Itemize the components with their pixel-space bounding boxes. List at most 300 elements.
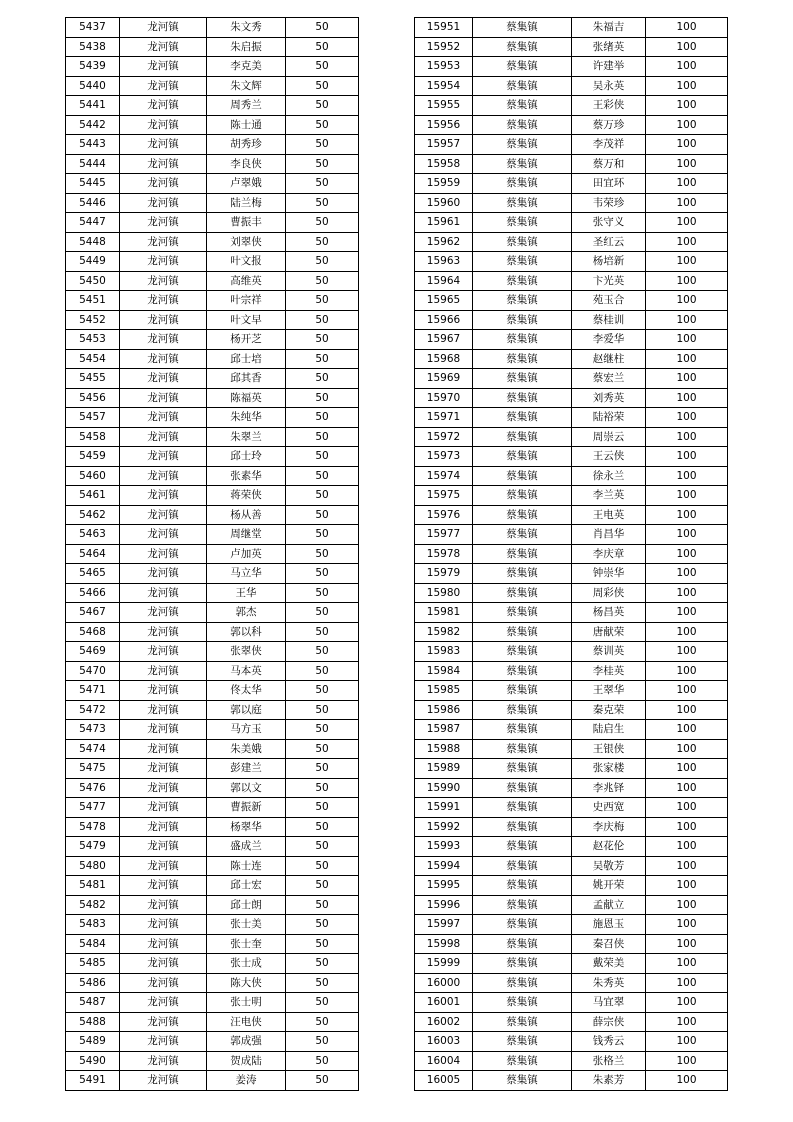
town-cell: 蔡集镇 — [473, 525, 572, 545]
serial-number-cell: 5439 — [66, 57, 120, 77]
name-cell: 周秀兰 — [207, 96, 286, 116]
name-cell: 赵花伦 — [572, 837, 646, 857]
table-row — [66, 310, 359, 330]
town-cell: 龙河镇 — [120, 837, 207, 857]
table-row — [415, 271, 728, 291]
table-row — [415, 934, 728, 954]
table-row — [415, 408, 728, 428]
serial-number-cell: 16003 — [415, 1032, 473, 1052]
table-row — [415, 681, 728, 701]
serial-number-cell: 5460 — [66, 466, 120, 486]
town-cell: 蔡集镇 — [473, 915, 572, 935]
name-cell: 杨昌英 — [572, 603, 646, 623]
town-cell: 龙河镇 — [120, 271, 207, 291]
amount-cell: 100 — [646, 193, 728, 213]
amount-cell: 50 — [286, 837, 359, 857]
table-row — [66, 778, 359, 798]
serial-number-cell: 15976 — [415, 505, 473, 525]
name-cell: 盛成兰 — [207, 837, 286, 857]
amount-cell: 50 — [286, 57, 359, 77]
amount-cell: 100 — [646, 135, 728, 155]
name-cell: 陆兰梅 — [207, 193, 286, 213]
serial-number-cell: 5467 — [66, 603, 120, 623]
name-cell: 邱其香 — [207, 369, 286, 389]
amount-cell: 100 — [646, 993, 728, 1013]
name-cell: 张士明 — [207, 993, 286, 1013]
table-row — [66, 1071, 359, 1091]
town-cell: 龙河镇 — [120, 681, 207, 701]
serial-number-cell: 5469 — [66, 642, 120, 662]
serial-number-cell: 15996 — [415, 895, 473, 915]
table-row — [66, 1012, 359, 1032]
name-cell: 王云侠 — [572, 447, 646, 467]
table-row — [66, 232, 359, 252]
amount-cell: 50 — [286, 993, 359, 1013]
serial-number-cell: 5483 — [66, 915, 120, 935]
table-row — [66, 681, 359, 701]
name-cell: 郭杰 — [207, 603, 286, 623]
serial-number-cell: 5475 — [66, 759, 120, 779]
amount-cell: 50 — [286, 817, 359, 837]
serial-number-cell: 5481 — [66, 876, 120, 896]
serial-number-cell: 15961 — [415, 213, 473, 233]
table-row — [66, 544, 359, 564]
amount-cell: 50 — [286, 1051, 359, 1071]
town-cell: 龙河镇 — [120, 1032, 207, 1052]
table-row — [415, 876, 728, 896]
town-cell: 蔡集镇 — [473, 817, 572, 837]
table-row — [66, 505, 359, 525]
table-row — [66, 271, 359, 291]
name-cell: 杨开芝 — [207, 330, 286, 350]
name-cell: 马宜翠 — [572, 993, 646, 1013]
name-cell: 张家楼 — [572, 759, 646, 779]
name-cell: 王华 — [207, 583, 286, 603]
serial-number-cell: 5463 — [66, 525, 120, 545]
amount-cell: 100 — [646, 661, 728, 681]
name-cell: 叶宗祥 — [207, 291, 286, 311]
table-row — [66, 213, 359, 233]
serial-number-cell: 5438 — [66, 37, 120, 57]
town-cell: 龙河镇 — [120, 993, 207, 1013]
amount-cell: 100 — [646, 876, 728, 896]
name-cell: 李兰英 — [572, 486, 646, 506]
table-row — [66, 252, 359, 272]
name-cell: 张士美 — [207, 915, 286, 935]
amount-cell: 100 — [646, 759, 728, 779]
name-cell: 秦召侠 — [572, 934, 646, 954]
table-row — [415, 232, 728, 252]
town-cell: 蔡集镇 — [473, 798, 572, 818]
table-row — [415, 57, 728, 77]
serial-number-cell: 15951 — [415, 18, 473, 38]
town-cell: 蔡集镇 — [473, 993, 572, 1013]
name-cell: 高维英 — [207, 271, 286, 291]
name-cell: 戴荣美 — [572, 954, 646, 974]
table-row — [66, 603, 359, 623]
town-cell: 龙河镇 — [120, 193, 207, 213]
table-row — [415, 739, 728, 759]
amount-cell: 100 — [646, 232, 728, 252]
serial-number-cell: 15969 — [415, 369, 473, 389]
town-cell: 龙河镇 — [120, 759, 207, 779]
town-cell: 蔡集镇 — [473, 232, 572, 252]
town-cell: 龙河镇 — [120, 447, 207, 467]
name-cell: 马本英 — [207, 661, 286, 681]
name-cell: 韦荣珍 — [572, 193, 646, 213]
town-cell: 龙河镇 — [120, 739, 207, 759]
amount-cell: 100 — [646, 388, 728, 408]
name-cell: 卢翠娥 — [207, 174, 286, 194]
name-cell: 郭成强 — [207, 1032, 286, 1052]
town-cell: 蔡集镇 — [473, 778, 572, 798]
serial-number-cell: 15973 — [415, 447, 473, 467]
town-cell: 龙河镇 — [120, 661, 207, 681]
town-cell: 蔡集镇 — [473, 1032, 572, 1052]
name-cell: 蒋荣侠 — [207, 486, 286, 506]
serial-number-cell: 15988 — [415, 739, 473, 759]
amount-cell: 100 — [646, 739, 728, 759]
amount-cell: 100 — [646, 310, 728, 330]
serial-number-cell: 5442 — [66, 115, 120, 135]
town-cell: 蔡集镇 — [473, 895, 572, 915]
name-cell: 朱素芳 — [572, 1071, 646, 1091]
serial-number-cell: 15975 — [415, 486, 473, 506]
amount-cell: 100 — [646, 564, 728, 584]
name-cell: 唐献荣 — [572, 622, 646, 642]
amount-cell: 100 — [646, 525, 728, 545]
name-cell: 李庆梅 — [572, 817, 646, 837]
town-cell: 龙河镇 — [120, 583, 207, 603]
town-cell: 龙河镇 — [120, 486, 207, 506]
name-cell: 李兆铎 — [572, 778, 646, 798]
amount-cell: 50 — [286, 1012, 359, 1032]
amount-cell: 100 — [646, 18, 728, 38]
town-cell: 龙河镇 — [120, 934, 207, 954]
serial-number-cell: 15960 — [415, 193, 473, 213]
town-cell: 龙河镇 — [120, 37, 207, 57]
town-cell: 蔡集镇 — [473, 213, 572, 233]
amount-cell: 100 — [646, 369, 728, 389]
name-cell: 许建举 — [572, 57, 646, 77]
name-cell: 张士成 — [207, 954, 286, 974]
table-row — [415, 505, 728, 525]
town-cell: 龙河镇 — [120, 973, 207, 993]
amount-cell: 50 — [286, 1071, 359, 1091]
name-cell: 邱士宏 — [207, 876, 286, 896]
name-cell: 周崇云 — [572, 427, 646, 447]
town-cell: 龙河镇 — [120, 135, 207, 155]
serial-number-cell: 16000 — [415, 973, 473, 993]
name-cell: 薛宗侠 — [572, 1012, 646, 1032]
left-table-body — [66, 18, 359, 1091]
name-cell: 肖昌华 — [572, 525, 646, 545]
amount-cell: 100 — [646, 466, 728, 486]
serial-number-cell: 5452 — [66, 310, 120, 330]
name-cell: 彭建兰 — [207, 759, 286, 779]
amount-cell: 100 — [646, 96, 728, 116]
amount-cell: 50 — [286, 213, 359, 233]
serial-number-cell: 15999 — [415, 954, 473, 974]
table-row — [66, 57, 359, 77]
town-cell: 蔡集镇 — [473, 681, 572, 701]
name-cell: 汪电侠 — [207, 1012, 286, 1032]
amount-cell: 50 — [286, 18, 359, 38]
town-cell: 蔡集镇 — [473, 37, 572, 57]
table-row — [415, 661, 728, 681]
town-cell: 龙河镇 — [120, 564, 207, 584]
amount-cell: 50 — [286, 778, 359, 798]
town-cell: 蔡集镇 — [473, 583, 572, 603]
amount-cell: 100 — [646, 583, 728, 603]
table-row — [415, 564, 728, 584]
name-cell: 杨翠华 — [207, 817, 286, 837]
amount-cell: 50 — [286, 856, 359, 876]
amount-cell: 50 — [286, 681, 359, 701]
amount-cell: 100 — [646, 57, 728, 77]
table-row — [66, 115, 359, 135]
amount-cell: 50 — [286, 798, 359, 818]
table-row — [415, 622, 728, 642]
amount-cell: 100 — [646, 642, 728, 662]
table-row — [415, 798, 728, 818]
name-cell: 圣红云 — [572, 232, 646, 252]
town-cell: 蔡集镇 — [473, 96, 572, 116]
table-row — [66, 447, 359, 467]
table-row — [415, 1012, 728, 1032]
table-row — [415, 954, 728, 974]
name-cell: 朱福吉 — [572, 18, 646, 38]
amount-cell: 50 — [286, 525, 359, 545]
amount-cell: 100 — [646, 1032, 728, 1052]
serial-number-cell: 15959 — [415, 174, 473, 194]
town-cell: 龙河镇 — [120, 154, 207, 174]
name-cell: 张翠侠 — [207, 642, 286, 662]
amount-cell: 50 — [286, 115, 359, 135]
serial-number-cell: 5480 — [66, 856, 120, 876]
serial-number-cell: 15964 — [415, 271, 473, 291]
town-cell: 龙河镇 — [120, 330, 207, 350]
town-cell: 龙河镇 — [120, 895, 207, 915]
table-row — [66, 700, 359, 720]
table-row — [415, 583, 728, 603]
town-cell: 龙河镇 — [120, 427, 207, 447]
table-row — [66, 583, 359, 603]
amount-cell: 50 — [286, 603, 359, 623]
serial-number-cell: 5462 — [66, 505, 120, 525]
serial-number-cell: 5445 — [66, 174, 120, 194]
amount-cell: 50 — [286, 739, 359, 759]
amount-cell: 50 — [286, 661, 359, 681]
name-cell: 陈士通 — [207, 115, 286, 135]
amount-cell: 50 — [286, 427, 359, 447]
table-row — [415, 525, 728, 545]
name-cell: 郭以科 — [207, 622, 286, 642]
serial-number-cell: 15956 — [415, 115, 473, 135]
amount-cell: 50 — [286, 759, 359, 779]
table-row — [66, 76, 359, 96]
amount-cell: 100 — [646, 1051, 728, 1071]
amount-cell: 100 — [646, 1071, 728, 1091]
amount-cell: 100 — [646, 37, 728, 57]
serial-number-cell: 5451 — [66, 291, 120, 311]
amount-cell: 100 — [646, 505, 728, 525]
table-row — [66, 174, 359, 194]
amount-cell: 50 — [286, 271, 359, 291]
name-cell: 王银侠 — [572, 739, 646, 759]
amount-cell: 50 — [286, 1032, 359, 1052]
table-row — [415, 174, 728, 194]
right-roster-table — [414, 17, 728, 1091]
serial-number-cell: 5479 — [66, 837, 120, 857]
serial-number-cell: 15995 — [415, 876, 473, 896]
name-cell: 姜涛 — [207, 1071, 286, 1091]
serial-number-cell: 15991 — [415, 798, 473, 818]
town-cell: 蔡集镇 — [473, 700, 572, 720]
table-row — [66, 525, 359, 545]
serial-number-cell: 15954 — [415, 76, 473, 96]
amount-cell: 100 — [646, 1012, 728, 1032]
town-cell: 蔡集镇 — [473, 759, 572, 779]
name-cell: 郭以庭 — [207, 700, 286, 720]
town-cell: 龙河镇 — [120, 252, 207, 272]
name-cell: 蔡训英 — [572, 642, 646, 662]
town-cell: 蔡集镇 — [473, 603, 572, 623]
table-row — [66, 856, 359, 876]
name-cell: 朱启振 — [207, 37, 286, 57]
town-cell: 龙河镇 — [120, 388, 207, 408]
amount-cell: 50 — [286, 193, 359, 213]
serial-number-cell: 5472 — [66, 700, 120, 720]
table-row — [415, 447, 728, 467]
table-row — [66, 739, 359, 759]
table-row — [66, 915, 359, 935]
amount-cell: 50 — [286, 564, 359, 584]
table-row — [415, 993, 728, 1013]
name-cell: 徐永兰 — [572, 466, 646, 486]
amount-cell: 50 — [286, 700, 359, 720]
serial-number-cell: 15970 — [415, 388, 473, 408]
serial-number-cell: 16001 — [415, 993, 473, 1013]
name-cell: 胡秀珍 — [207, 135, 286, 155]
amount-cell: 50 — [286, 583, 359, 603]
name-cell: 刘秀英 — [572, 388, 646, 408]
amount-cell: 50 — [286, 349, 359, 369]
amount-cell: 50 — [286, 447, 359, 467]
table-row — [66, 1032, 359, 1052]
table-row — [415, 1071, 728, 1091]
name-cell: 周继堂 — [207, 525, 286, 545]
town-cell: 蔡集镇 — [473, 661, 572, 681]
name-cell: 杨从善 — [207, 505, 286, 525]
serial-number-cell: 16005 — [415, 1071, 473, 1091]
serial-number-cell: 15957 — [415, 135, 473, 155]
amount-cell: 50 — [286, 408, 359, 428]
serial-number-cell: 5441 — [66, 96, 120, 116]
amount-cell: 50 — [286, 291, 359, 311]
name-cell: 陈士连 — [207, 856, 286, 876]
serial-number-cell: 15986 — [415, 700, 473, 720]
town-cell: 蔡集镇 — [473, 135, 572, 155]
town-cell: 蔡集镇 — [473, 642, 572, 662]
table-row — [66, 193, 359, 213]
name-cell: 蔡宏兰 — [572, 369, 646, 389]
town-cell: 龙河镇 — [120, 1051, 207, 1071]
name-cell: 李良侠 — [207, 154, 286, 174]
name-cell: 佟太华 — [207, 681, 286, 701]
serial-number-cell: 5487 — [66, 993, 120, 1013]
town-cell: 龙河镇 — [120, 700, 207, 720]
serial-number-cell: 5489 — [66, 1032, 120, 1052]
table-row — [415, 252, 728, 272]
serial-number-cell: 15997 — [415, 915, 473, 935]
name-cell: 张士奎 — [207, 934, 286, 954]
amount-cell: 100 — [646, 408, 728, 428]
serial-number-cell: 5459 — [66, 447, 120, 467]
town-cell: 蔡集镇 — [473, 739, 572, 759]
amount-cell: 100 — [646, 349, 728, 369]
name-cell: 王电英 — [572, 505, 646, 525]
town-cell: 龙河镇 — [120, 525, 207, 545]
town-cell: 蔡集镇 — [473, 1012, 572, 1032]
serial-number-cell: 15958 — [415, 154, 473, 174]
serial-number-cell: 5458 — [66, 427, 120, 447]
amount-cell: 50 — [286, 232, 359, 252]
table-row — [66, 759, 359, 779]
serial-number-cell: 5440 — [66, 76, 120, 96]
town-cell: 蔡集镇 — [473, 330, 572, 350]
name-cell: 钱秀云 — [572, 1032, 646, 1052]
serial-number-cell: 15967 — [415, 330, 473, 350]
amount-cell: 50 — [286, 154, 359, 174]
serial-number-cell: 5448 — [66, 232, 120, 252]
amount-cell: 100 — [646, 856, 728, 876]
amount-cell: 50 — [286, 310, 359, 330]
amount-cell: 100 — [646, 174, 728, 194]
serial-number-cell: 15972 — [415, 427, 473, 447]
town-cell: 龙河镇 — [120, 1012, 207, 1032]
serial-number-cell: 5450 — [66, 271, 120, 291]
name-cell: 刘翠侠 — [207, 232, 286, 252]
town-cell: 蔡集镇 — [473, 427, 572, 447]
table-row — [66, 330, 359, 350]
table-row — [415, 817, 728, 837]
table-row — [415, 427, 728, 447]
table-row — [415, 18, 728, 38]
name-cell: 吴敬芳 — [572, 856, 646, 876]
serial-number-cell: 15968 — [415, 349, 473, 369]
town-cell: 龙河镇 — [120, 856, 207, 876]
left-roster-table — [65, 17, 359, 1091]
town-cell: 龙河镇 — [120, 505, 207, 525]
town-cell: 蔡集镇 — [473, 876, 572, 896]
serial-number-cell: 5444 — [66, 154, 120, 174]
name-cell: 苑玉合 — [572, 291, 646, 311]
table-row — [415, 135, 728, 155]
town-cell: 蔡集镇 — [473, 544, 572, 564]
name-cell: 吴永英 — [572, 76, 646, 96]
town-cell: 蔡集镇 — [473, 252, 572, 272]
name-cell: 赵继柱 — [572, 349, 646, 369]
town-cell: 龙河镇 — [120, 876, 207, 896]
table-row — [415, 96, 728, 116]
table-row — [66, 720, 359, 740]
table-row — [415, 388, 728, 408]
town-cell: 龙河镇 — [120, 408, 207, 428]
town-cell: 龙河镇 — [120, 622, 207, 642]
table-row — [415, 1051, 728, 1071]
amount-cell: 50 — [286, 486, 359, 506]
